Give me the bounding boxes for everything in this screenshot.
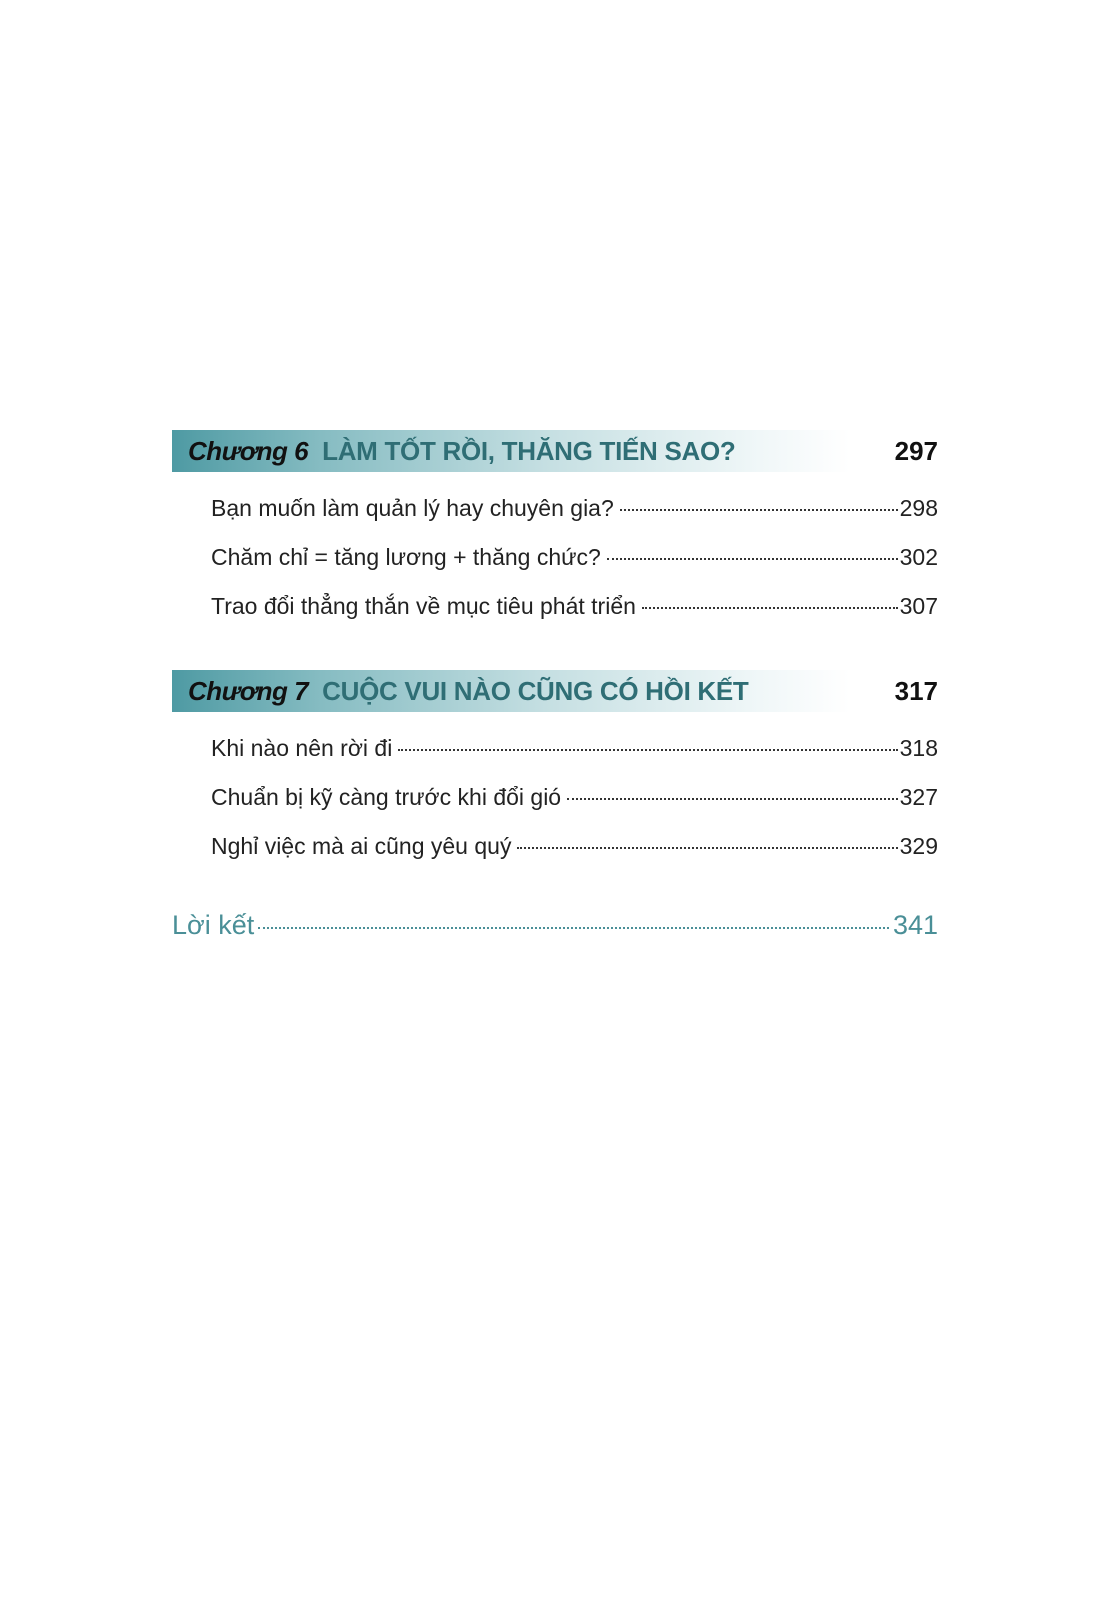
toc-entry[interactable] — [211, 544, 938, 593]
chapter-title: LÀM TỐT RỒI, THĂNG TIẾN SAO? — [322, 435, 736, 466]
toc-entry-page: 307 — [899, 593, 938, 619]
dot-leader — [258, 927, 889, 929]
toc-entry-page: 298 — [899, 495, 938, 521]
toc-entry-title: Nghỉ việc mà ai cũng yêu quý — [211, 833, 512, 859]
dot-leader — [607, 558, 898, 560]
chapter-heading[interactable] — [172, 670, 938, 712]
toc-entry-page: 329 — [899, 833, 938, 859]
dot-leader — [398, 749, 897, 751]
dot-leader — [567, 798, 898, 800]
chapter-label: Chương 7 — [188, 675, 309, 706]
toc-entry-title: Chăm chỉ = tăng lương + thăng chức? — [211, 544, 601, 570]
toc-entry[interactable] — [211, 495, 938, 544]
toc-entry-title: Chuẩn bị kỹ càng trước khi đổi gió — [211, 784, 562, 810]
toc-entry[interactable] — [211, 593, 938, 642]
toc-entry-title: Trao đổi thẳng thắn về mục tiêu phát triển — [211, 593, 636, 619]
toc-entry-page: 302 — [899, 544, 938, 570]
closing-title: Lời kết — [172, 910, 255, 940]
chapter-entries — [172, 735, 938, 882]
toc-entry-page: 327 — [899, 784, 938, 810]
chapter-page-number: 317 — [894, 676, 938, 706]
dot-leader — [620, 509, 898, 511]
toc-entry-title: Khi nào nên rời đi — [211, 735, 393, 761]
dot-leader — [642, 607, 898, 609]
chapter-heading[interactable] — [172, 430, 938, 472]
toc-entry-page: 318 — [899, 735, 938, 761]
toc-entry[interactable] — [211, 833, 938, 882]
toc-entry-title: Bạn muốn làm quản lý hay chuyên gia? — [211, 495, 614, 521]
dot-leader — [517, 847, 897, 849]
table-of-contents — [172, 430, 938, 941]
chapter-entries — [172, 495, 938, 642]
closing-page-number: 341 — [892, 910, 938, 940]
chapter-page-number: 297 — [894, 436, 938, 466]
toc-entry[interactable] — [211, 735, 938, 784]
chapter-label: Chương 6 — [188, 435, 309, 466]
closing-entry[interactable] — [172, 910, 938, 941]
chapter-title: CUỘC VUI NÀO CŨNG CÓ HỒI KẾT — [322, 675, 749, 706]
toc-entry[interactable] — [211, 784, 938, 833]
